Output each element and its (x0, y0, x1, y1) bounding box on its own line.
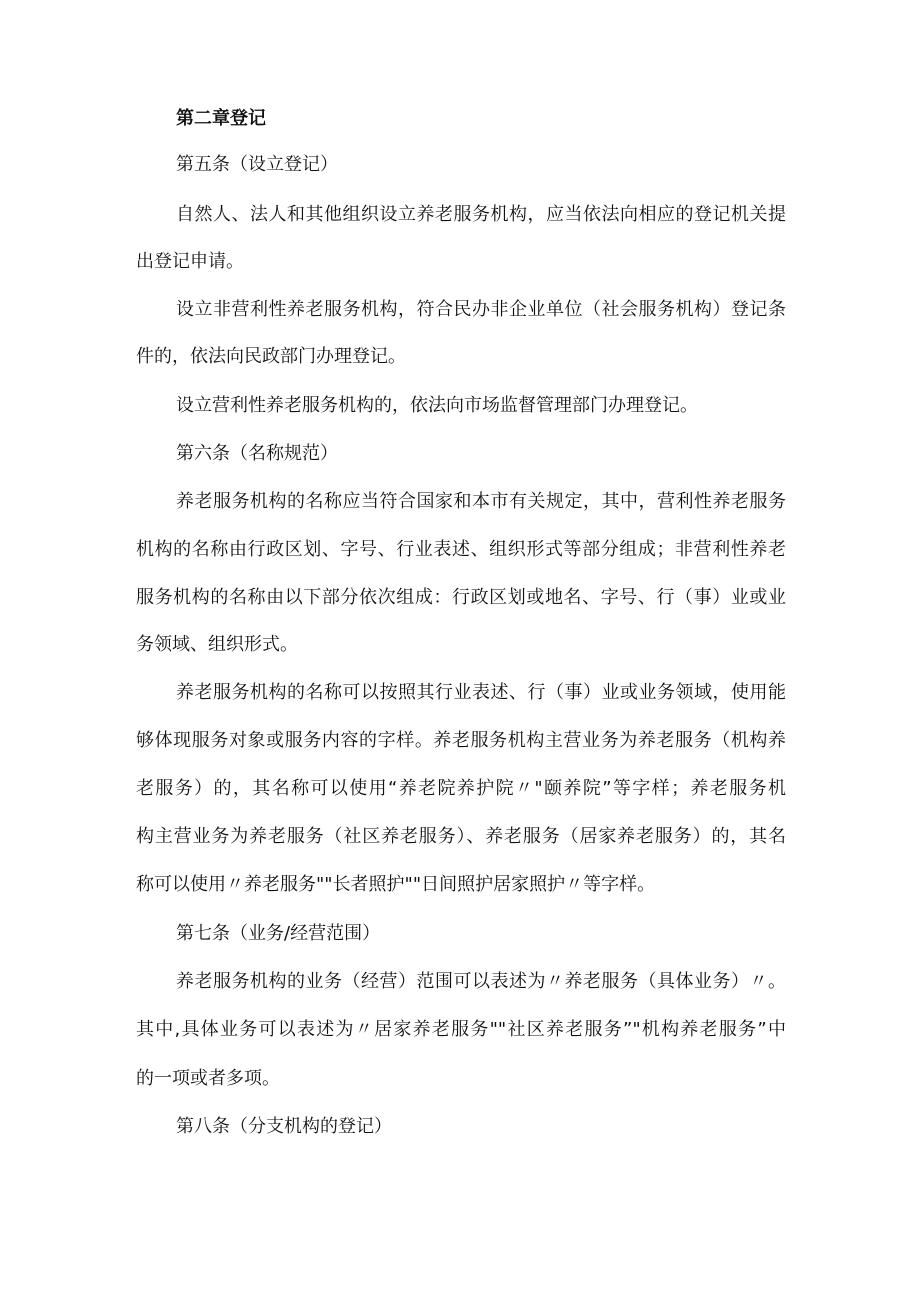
paragraph-line: 养老服务机构的业务（经营）范围可以表述为〃养老服务（具体业务）〃。 (176, 971, 786, 992)
paragraph-line: 养老服务机构的名称应当符合国家和本市有关规定，其中，营利性养老服务 (176, 491, 786, 512)
paragraph-line: 养老服务机构的名称可以按照其行业表述、行（事）业或业务领域，使用能 (176, 682, 786, 703)
paragraph-line: 老服务）的，其名称可以使用“养老院养护院〃"颐养院”等字样；养老服务机 (136, 778, 786, 799)
paragraph-line: 的一项或者多项。 (136, 1068, 280, 1089)
chapter-title: 第二章登记 (176, 108, 266, 129)
article-heading: 第六条（名称规范） (176, 443, 338, 464)
paragraph-line: 件的，依法向民政部门办理登记。 (136, 346, 406, 367)
paragraph-line: 服务机构的名称由以下部分依次组成：行政区划或地名、字号、行（事）业或业 (136, 587, 786, 608)
paragraph-line: 机构的名称由行政区划、字号、行业表述、组织形式等部分组成；非营利性养老 (136, 539, 786, 560)
paragraph-line: 自然人、法人和其他组织设立养老服务机构，应当依法向相应的登记机关提 (176, 204, 786, 225)
paragraph-line: 构主营业务为养老服务（社区养老服务）、养老服务（居家养老服务）的，其名 (136, 826, 786, 847)
article-heading: 第七条（业务/经营范围） (176, 923, 381, 944)
paragraph-line: 设立非营利性养老服务机构，符合民办非企业单位（社会服务机构）登记条 (176, 299, 786, 320)
paragraph-line: 设立营利性养老服务机构的，依法向市场监督管理部门办理登记。 (176, 395, 698, 416)
paragraph-line: 其中,具体业务可以表述为〃居家养老服务""社区养老服务”"机构养老服务”中 (136, 1019, 786, 1040)
paragraph-line: 够体现服务对象或服务内容的字样。养老服务机构主营业务为养老服务（机构养 (136, 730, 786, 751)
article-heading: 第八条（分支机构的登记） (176, 1116, 392, 1137)
paragraph-line: 出登记申请。 (136, 251, 244, 272)
article-heading: 第五条（设立登记） (176, 154, 338, 175)
paragraph-line: 务领域、组织形式。 (136, 634, 298, 655)
paragraph-line: 称可以使用〃养老服务""长者照护""日间照护居家照护〃等字样。 (136, 874, 656, 895)
